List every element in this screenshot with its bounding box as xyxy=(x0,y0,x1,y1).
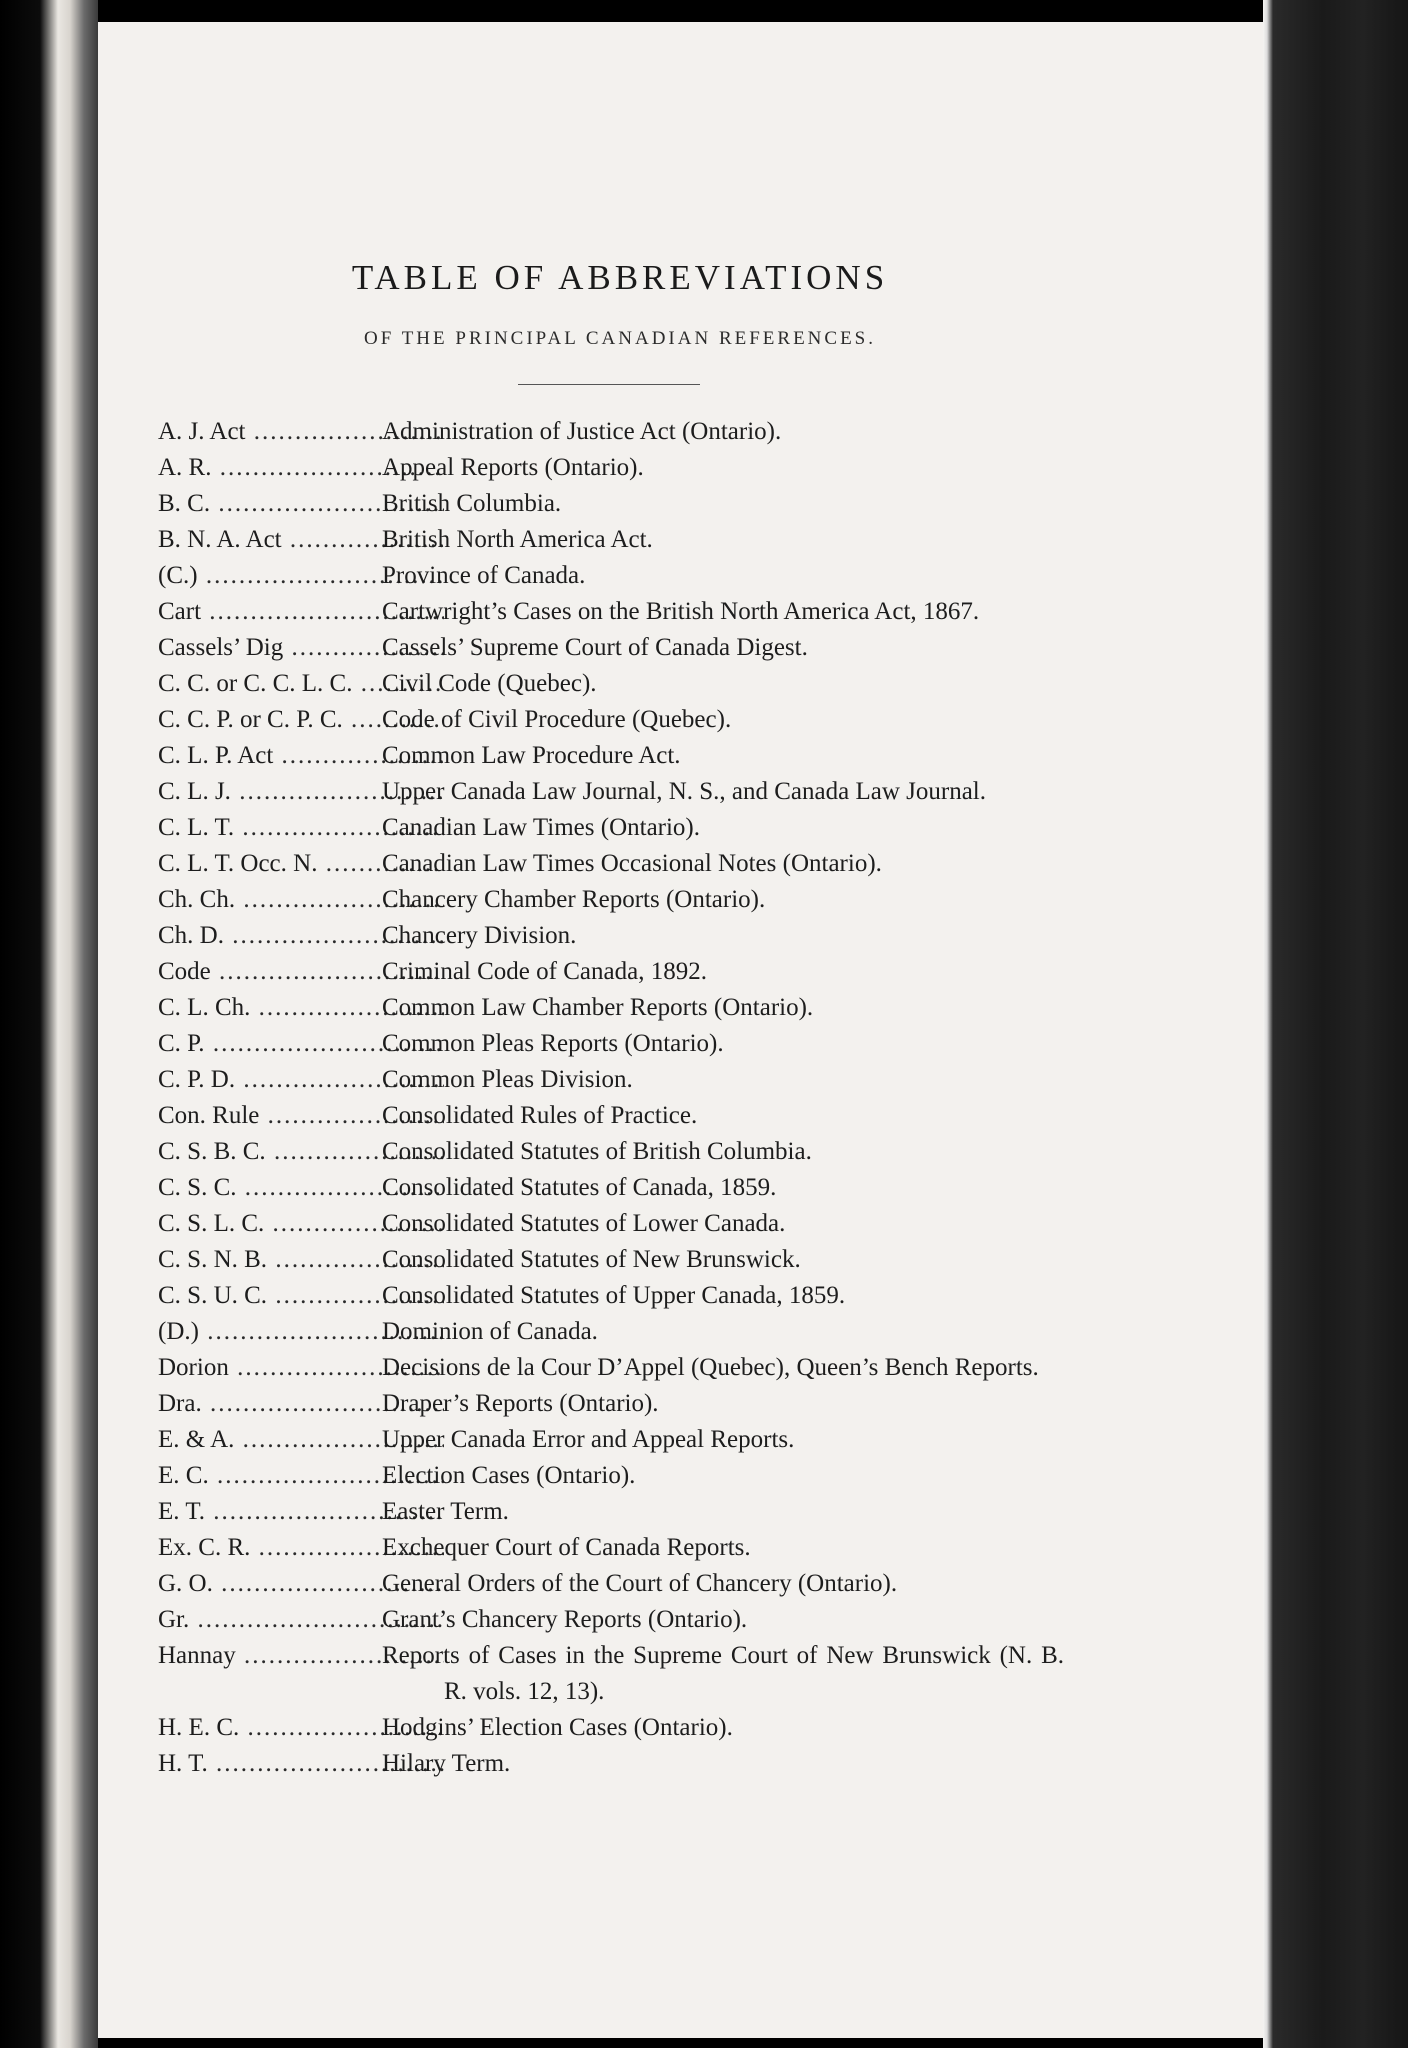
list-item xyxy=(0,630,1408,666)
list-item xyxy=(0,918,1408,954)
abbreviation-meaning: Election Cases (Ontario). xyxy=(382,1462,636,1489)
abbreviation: C. L. J. ..... xyxy=(158,774,444,810)
list-item xyxy=(0,1062,1408,1098)
list-item xyxy=(0,846,1408,882)
list-item xyxy=(0,990,1408,1026)
abbreviation-meaning: Common Pleas Division. xyxy=(382,1066,633,1093)
abbreviation: C. P. D. ..... xyxy=(158,1062,444,1098)
abbreviation: Hannay ..... xyxy=(158,1638,444,1674)
abbreviation: Ex. C. R. ..... xyxy=(158,1530,444,1566)
abbreviation-meaning: Canadian Law Times (Ontario). xyxy=(382,814,701,841)
list-item xyxy=(0,486,1408,522)
list-item xyxy=(0,558,1408,594)
abbreviation: Ch. D. ..... xyxy=(158,918,444,954)
abbreviation: Cassels’ Dig ..... xyxy=(158,630,444,666)
abbreviation-meaning: Consolidated Statutes of New Brunswick. xyxy=(382,1246,801,1273)
list-item xyxy=(0,1530,1408,1566)
abbreviation-meaning: Province of Canada. xyxy=(382,562,586,589)
title-divider xyxy=(518,384,700,385)
abbreviation: E. C. ..... xyxy=(158,1458,444,1494)
abbreviation-meaning: Civil Code (Quebec). xyxy=(382,670,597,697)
abbreviation-meaning: Administration of Justice Act (Ontario). xyxy=(382,418,782,445)
abbreviation: C. L. T. Occ. N. ..... xyxy=(158,846,444,882)
abbreviation-meaning: Cartwright’s Cases on the British North America Act, 1867. xyxy=(382,598,980,625)
abbreviation-meaning: Consolidated Statutes of Lower Canada. xyxy=(382,1210,786,1237)
abbreviation-meaning: Grant’s Chancery Reports (Ontario). xyxy=(382,1606,748,1633)
abbreviation: C. L. T. ..... xyxy=(158,810,444,846)
abbreviation: H. E. C. ..... xyxy=(158,1710,444,1746)
list-item xyxy=(0,1134,1408,1170)
abbreviation: Cart ..... xyxy=(158,594,444,630)
list-item xyxy=(0,1026,1408,1062)
abbreviation-meaning: Easter Term. xyxy=(382,1498,509,1525)
list-item xyxy=(0,414,1408,450)
abbreviation: C. C. P. or C. P. C. ..... xyxy=(158,702,444,738)
page-title: TABLE OF ABBREVIATIONS xyxy=(351,258,889,297)
list-item xyxy=(0,810,1408,846)
abbreviation-meaning: Upper Canada Error and Appeal Reports. xyxy=(382,1426,795,1453)
list-item xyxy=(0,1242,1408,1278)
list-item xyxy=(0,774,1408,810)
list-item xyxy=(0,954,1408,990)
abbreviation: C. S. B. C. ..... xyxy=(158,1134,444,1170)
abbreviation-meaning: Criminal Code of Canada, 1892. xyxy=(382,958,707,985)
abbreviation: B. C. ..... xyxy=(158,486,444,522)
abbreviation: Dra. ..... xyxy=(158,1386,444,1422)
abbreviation: (D.) ..... xyxy=(158,1314,444,1350)
abbreviation-meaning: Chancery Chamber Reports (Ontario). xyxy=(382,886,766,913)
abbreviation: A. J. Act ..... xyxy=(158,414,444,450)
abbreviation-meaning: Common Pleas Reports (Ontario). xyxy=(382,1030,724,1057)
list-item xyxy=(0,1206,1408,1242)
scan-top-border xyxy=(0,0,1408,22)
list-item xyxy=(0,1098,1408,1134)
list-item xyxy=(0,1494,1408,1530)
list-item xyxy=(0,1566,1408,1602)
abbreviation: Dorion ..... xyxy=(158,1350,444,1386)
list-item xyxy=(0,1314,1408,1350)
abbreviation: A. R. ..... xyxy=(158,450,444,486)
abbreviation-meaning: Decisions de la Cour D’Appel (Quebec), Queen’s Bench Reports. xyxy=(382,1354,1039,1381)
page-subtitle: OF THE PRINCIPAL CANADIAN REFERENCES. xyxy=(364,328,876,349)
abbreviation-meaning: Common Law Procedure Act. xyxy=(382,742,681,769)
abbreviation-meaning: Dominion of Canada. xyxy=(382,1318,598,1345)
abbreviation-meaning: Reports of Cases in the Supreme Court of New Brunswick (N. B. R. vols. 12, 13). xyxy=(382,1642,1064,1705)
abbreviation-meaning: Consolidated Statutes of Canada, 1859. xyxy=(382,1174,777,1201)
abbreviation-meaning: Cassels’ Supreme Court of Canada Digest. xyxy=(382,634,808,661)
abbreviation: Code ..... xyxy=(158,954,444,990)
abbreviation-meaning: Exchequer Court of Canada Reports. xyxy=(382,1534,751,1561)
list-item xyxy=(0,1422,1408,1458)
abbreviation: C. C. or C. C. L. C. ..... xyxy=(158,666,444,702)
list-item xyxy=(0,882,1408,918)
list-item xyxy=(0,1638,1408,1710)
abbreviation: C. L. Ch. ..... xyxy=(158,990,444,1026)
abbreviation: Gr. ..... xyxy=(158,1602,444,1638)
abbreviation-meaning: Appeal Reports (Ontario). xyxy=(382,454,644,481)
list-item xyxy=(0,1602,1408,1638)
list-item xyxy=(0,738,1408,774)
abbreviation: B. N. A. Act ..... xyxy=(158,522,444,558)
abbreviation-meaning: Consolidated Rules of Practice. xyxy=(382,1102,698,1129)
abbreviation: E. T. ..... xyxy=(158,1494,444,1530)
abbreviation: Con. Rule ..... xyxy=(158,1098,444,1134)
abbreviation: C. S. U. C. ..... xyxy=(158,1278,444,1314)
list-item xyxy=(0,1710,1408,1746)
abbreviation-meaning: Common Law Chamber Reports (Ontario). xyxy=(382,994,814,1021)
abbreviation: C. S. C. ..... xyxy=(158,1170,444,1206)
abbreviation: C. P. ..... xyxy=(158,1026,444,1062)
list-item xyxy=(0,1278,1408,1314)
abbreviation-meaning: Draper’s Reports (Ontario). xyxy=(382,1390,659,1417)
list-item xyxy=(0,1350,1408,1386)
list-item xyxy=(0,1170,1408,1206)
abbreviation: C. L. P. Act ..... xyxy=(158,738,444,774)
abbreviation-meaning: Hodgins’ Election Cases (Ontario). xyxy=(382,1714,733,1741)
abbreviation-meaning: Hilary Term. xyxy=(382,1750,511,1777)
abbreviation-meaning: British Columbia. xyxy=(382,490,562,517)
abbreviation: C. S. N. B. ..... xyxy=(158,1242,444,1278)
abbreviation-meaning: Code of Civil Procedure (Quebec). xyxy=(382,706,732,733)
list-item xyxy=(0,702,1408,738)
list-item xyxy=(0,666,1408,702)
abbreviation: C. S. L. C. ..... xyxy=(158,1206,444,1242)
abbreviation-meaning: General Orders of the Court of Chancery (Ontario). xyxy=(382,1570,898,1597)
abbreviation-list xyxy=(0,414,1408,1782)
abbreviation: E. & A. ..... xyxy=(158,1422,444,1458)
abbreviation-meaning: British North America Act. xyxy=(382,526,653,553)
abbreviation-meaning: Consolidated Statutes of Upper Canada, 1859. xyxy=(382,1282,846,1309)
abbreviation-meaning: Chancery Division. xyxy=(382,922,577,949)
list-item xyxy=(0,1746,1408,1782)
abbreviation: Ch. Ch. ..... xyxy=(158,882,444,918)
abbreviation: G. O. ..... xyxy=(158,1566,444,1602)
abbreviation-meaning: Consolidated Statutes of British Columbia. xyxy=(382,1138,812,1165)
list-item xyxy=(0,522,1408,558)
abbreviation-meaning: Upper Canada Law Journal, N. S., and Canada Law Journal. xyxy=(382,778,986,805)
list-item xyxy=(0,450,1408,486)
abbreviation: H. T. ..... xyxy=(158,1746,444,1782)
list-item xyxy=(0,1386,1408,1422)
list-item xyxy=(0,1458,1408,1494)
abbreviation: (C.) ..... xyxy=(158,558,444,594)
abbreviation-meaning: Canadian Law Times Occasional Notes (Ontario). xyxy=(382,850,882,877)
list-item xyxy=(0,594,1408,630)
